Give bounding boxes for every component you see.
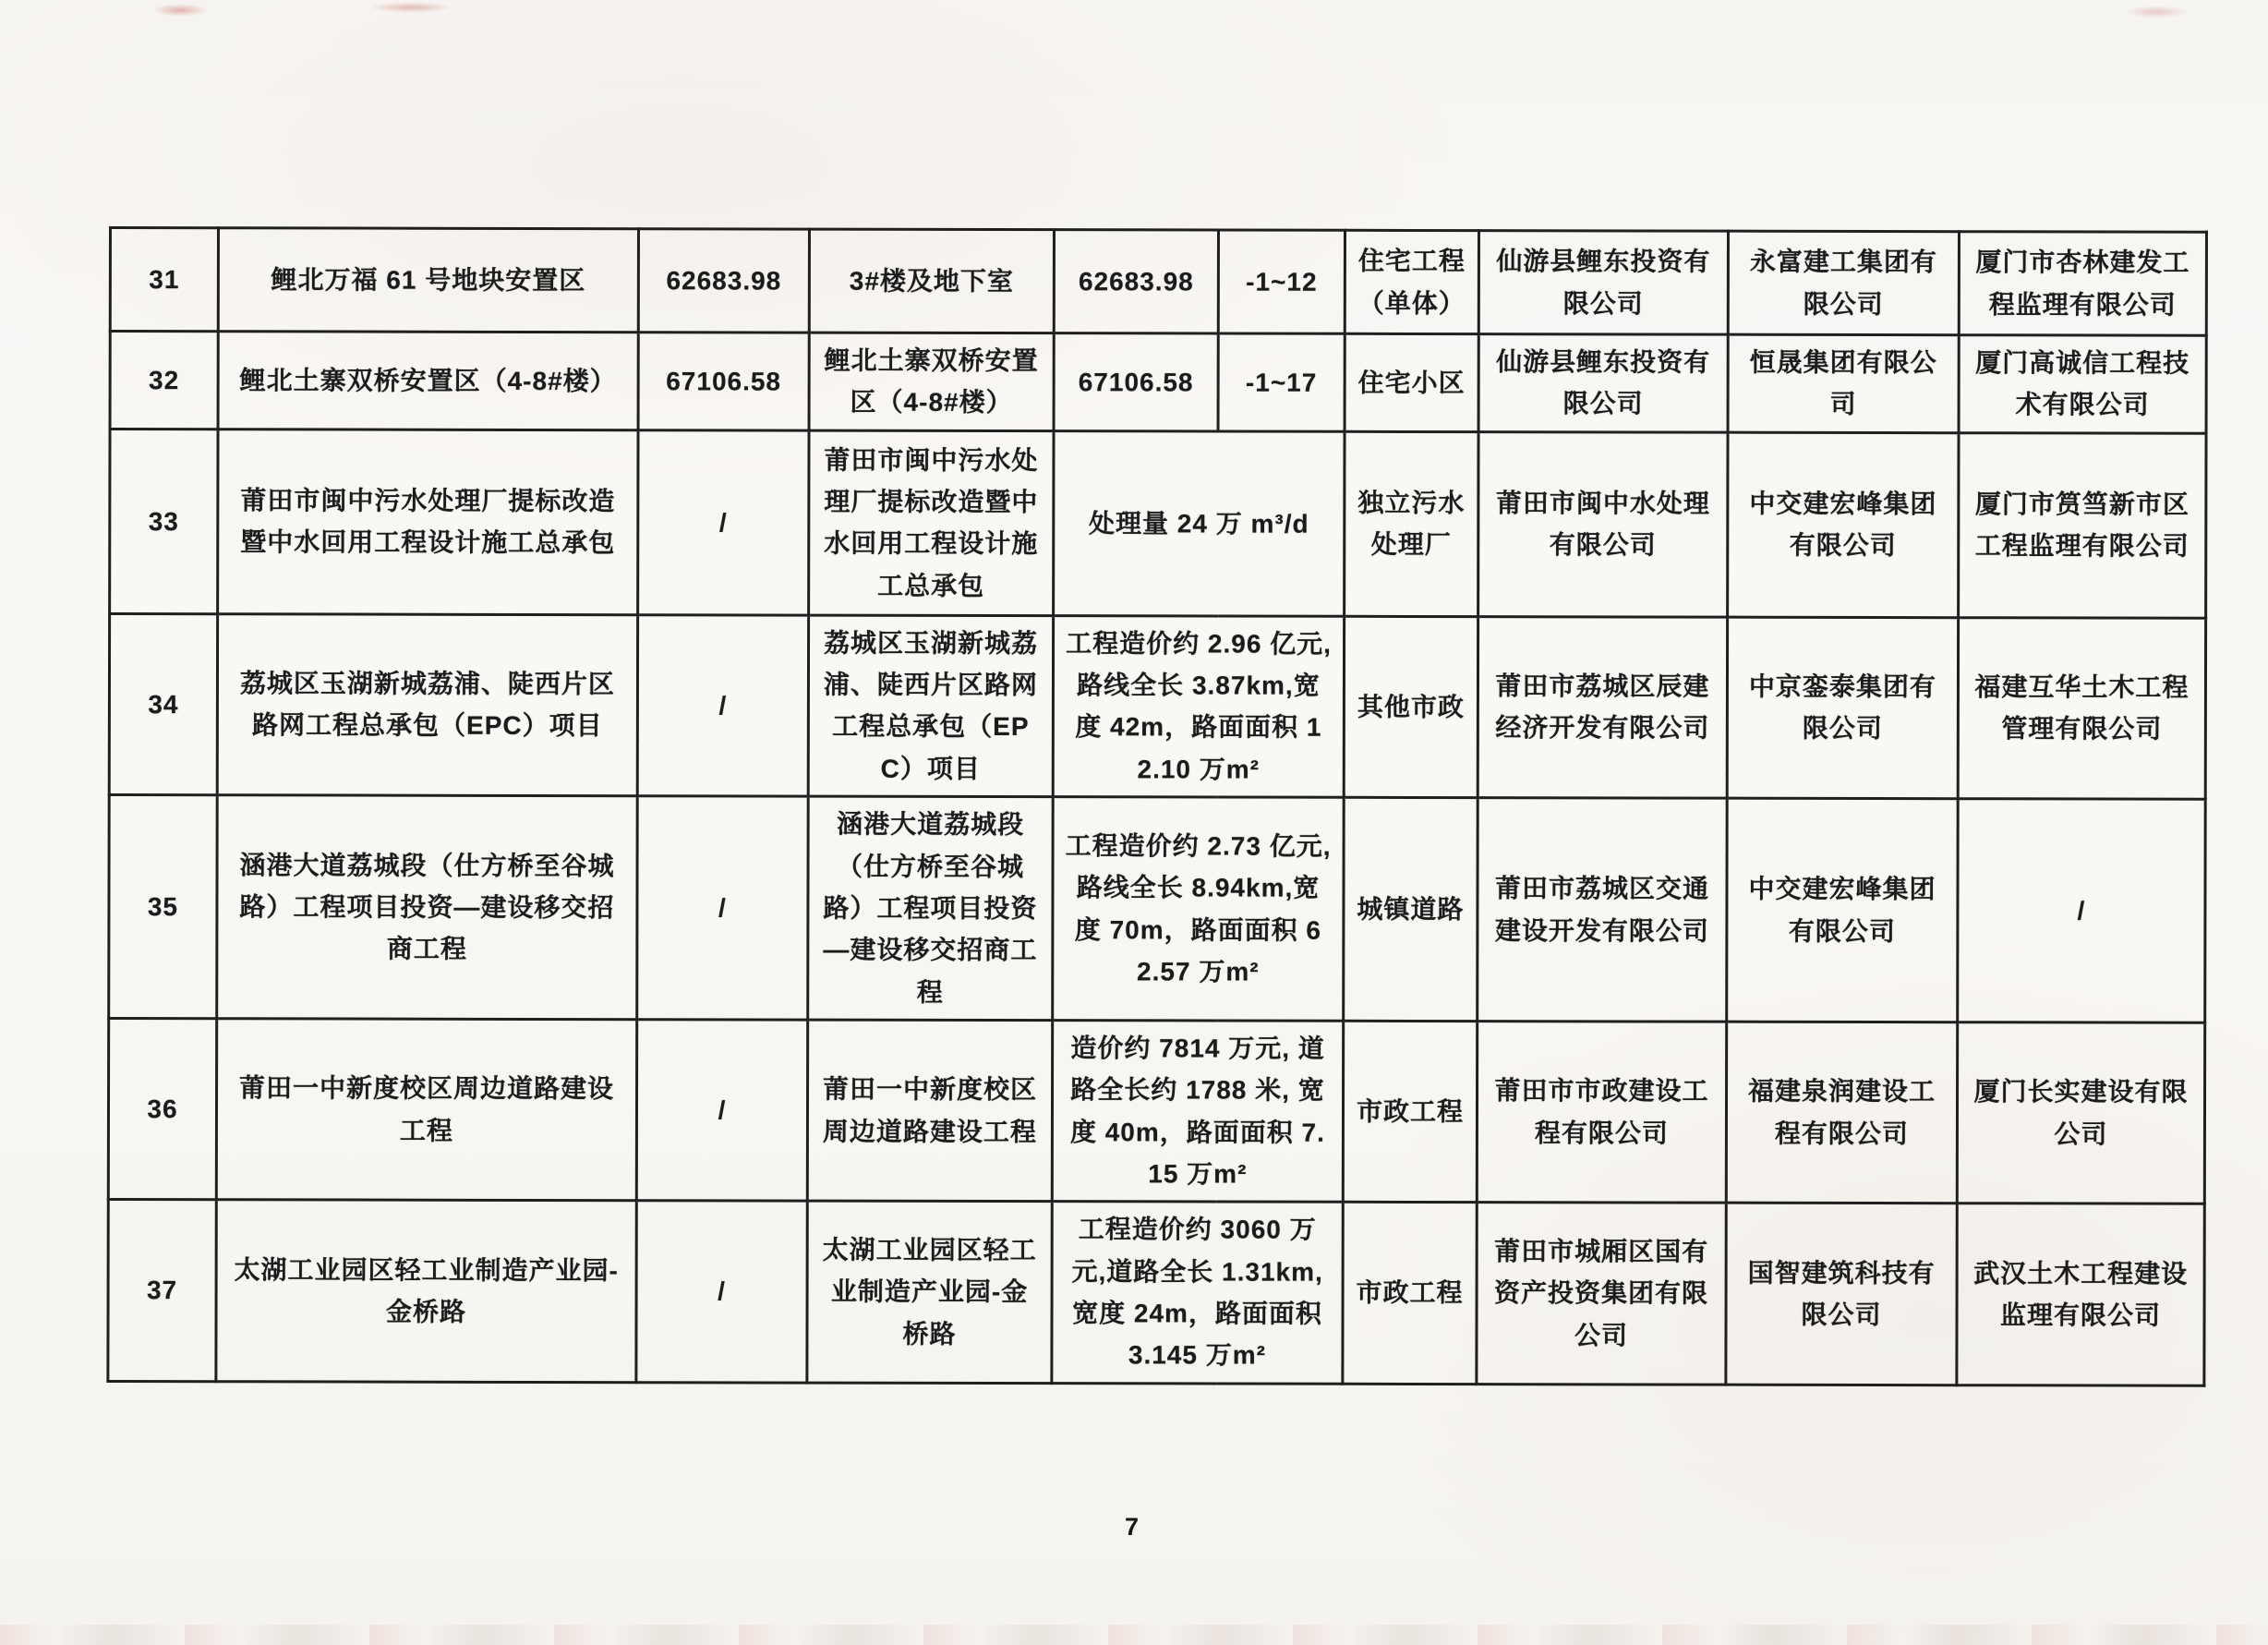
page-number: 7	[1125, 1513, 1140, 1541]
cell-row-number: 35	[109, 795, 218, 1019]
table-row	[110, 429, 2206, 618]
cell-contractor-company: 国智建筑科技有限公司	[1726, 1204, 1957, 1385]
cell-project-type: 住宅工程（单体）	[1345, 230, 1478, 333]
cell-scale: 工程造价约 2.96 亿元,路线全长 3.87km,宽度 42m，路面面积 12.10 万m²	[1053, 615, 1344, 797]
cell-row-number: 37	[108, 1200, 216, 1382]
cell-row-number: 36	[108, 1018, 216, 1200]
cell-owner-company: 莆田市荔城区交通建设开发有限公司	[1478, 798, 1728, 1022]
cell-project-name: 莆田一中新度校区周边道路建设工程	[216, 1019, 636, 1201]
table-row	[108, 1200, 2204, 1385]
cell-subproject-name: 莆田市闽中污水处理厂提标改造暨中水回用工程设计施工总承包	[809, 430, 1054, 616]
cell-project-type: 市政工程	[1343, 1021, 1477, 1203]
scan-smudge	[152, 4, 208, 17]
scan-smudge	[0, 1625, 2268, 1645]
cell-supervisor-company: 厦门市筼筜新市区工程监理有限公司	[1959, 432, 2206, 618]
cell-subproject-name: 太湖工业园区轻工业制造产业园-金桥路	[807, 1201, 1052, 1383]
cell-area: 62683.98	[638, 229, 809, 333]
cell-scale: 62683.98	[1054, 230, 1218, 333]
projects-table	[106, 226, 2208, 1387]
cell-project-type: 其他市政	[1344, 616, 1478, 798]
cell-supervisor-company: 厦门长实建设有限公司	[1957, 1022, 2204, 1204]
cell-owner-company: 仙游县鲤东投资有限公司	[1478, 231, 1728, 335]
cell-supervisor-company: /	[1958, 799, 2206, 1022]
scan-smudge	[369, 2, 452, 13]
cell-owner-company: 莆田市城厢区国有资产投资集团有限公司	[1477, 1203, 1726, 1385]
cell-scale: 工程造价约 3060 万元,道路全长 1.31km, 宽度 24m，路面面积 3.145 万m²	[1052, 1202, 1343, 1384]
cell-area: /	[637, 796, 809, 1020]
table-row	[109, 795, 2206, 1023]
cell-subproject-name: 荔城区玉湖新城荔浦、陡西片区路网工程总承包（EPC）项目	[808, 615, 1053, 797]
cell-project-name: 荔城区玉湖新城荔浦、陡西片区路网工程总承包（EPC）项目	[217, 613, 637, 795]
cell-project-name: 鲤北万福 61 号地块安置区	[218, 228, 638, 333]
cell-row-number: 31	[110, 228, 218, 332]
cell-owner-company: 莆田市荔城区辰建经济开发有限公司	[1478, 616, 1727, 798]
cell-area: 67106.58	[638, 333, 809, 430]
cell-project-name: 莆田市闽中污水处理厂提标改造暨中水回用工程设计施工总承包	[218, 429, 638, 614]
cell-row-number: 34	[109, 613, 217, 795]
cell-row-number: 32	[110, 332, 218, 429]
table-row	[109, 613, 2205, 799]
cell-subproject-name: 3#楼及地下室	[809, 229, 1054, 333]
projects-table-wrapper	[106, 226, 2208, 1387]
cell-supervisor-company: 厦门市杏林建发工程监理有限公司	[1959, 232, 2206, 336]
cell-contractor-company: 永富建工集团有限公司	[1728, 231, 1959, 335]
cell-project-type: 独立污水处理厂	[1345, 431, 1478, 616]
cell-project-type: 住宅小区	[1345, 333, 1478, 431]
cell-area: /	[636, 1201, 807, 1383]
cell-scale: 处理量 24 万 m³/d	[1054, 430, 1345, 616]
cell-subproject-name: 鲤北土寨双桥安置区（4-8#楼）	[809, 333, 1054, 430]
cell-contractor-company: 中京銮泰集团有限公司	[1727, 617, 1958, 799]
cell-supervisor-company: 武汉土木工程建设监理有限公司	[1957, 1204, 2204, 1385]
cell-supervisor-company: 厦门高诚信工程技术有限公司	[1959, 335, 2206, 433]
scan-smudge	[2124, 6, 2189, 18]
cell-contractor-company: 恒晟集团有限公司	[1728, 334, 1959, 432]
cell-project-name: 鲤北土寨双桥安置区（4-8#楼）	[218, 332, 638, 430]
cell-owner-company: 仙游县鲤东投资有限公司	[1478, 334, 1728, 432]
cell-project-name: 太湖工业园区轻工业制造产业园-金桥路	[216, 1200, 636, 1382]
cell-subproject-name: 莆田一中新度校区周边道路建设工程	[807, 1020, 1052, 1202]
cell-contractor-company: 中交建宏峰集团有限公司	[1728, 432, 1959, 618]
table-row	[108, 1018, 2204, 1204]
cell-floors: -1~12	[1218, 230, 1345, 333]
cell-row-number: 33	[110, 429, 218, 613]
cell-scale: 工程造价约 2.73 亿元,路线全长 8.94km,宽度 70m，路面面积 62.57 万m²	[1053, 797, 1345, 1021]
cell-contractor-company: 中交建宏峰集团有限公司	[1727, 798, 1959, 1022]
cell-area: /	[638, 429, 809, 614]
cell-project-type: 市政工程	[1343, 1203, 1477, 1385]
cell-scale: 造价约 7814 万元, 道路全长约 1788 米, 宽度 40m，路面面积 7.15 万m²	[1052, 1021, 1343, 1203]
cell-owner-company: 莆田市市政建设工程有限公司	[1477, 1022, 1726, 1204]
cell-subproject-name: 涵港大道荔城段（仕方桥至谷城路）工程项目投资—建设移交招商工程	[808, 796, 1054, 1020]
cell-supervisor-company: 福建互华土木工程管理有限公司	[1958, 617, 2205, 799]
cell-area: /	[637, 614, 808, 796]
cell-area: /	[636, 1020, 807, 1202]
cell-project-type: 城镇道路	[1344, 797, 1478, 1021]
cell-owner-company: 莆田市闽中水处理有限公司	[1478, 431, 1728, 617]
cell-project-name: 涵港大道荔城段（仕方桥至谷城路）工程项目投资—建设移交招商工程	[217, 795, 638, 1020]
cell-contractor-company: 福建泉润建设工程有限公司	[1726, 1022, 1957, 1204]
cell-scale: 67106.58	[1054, 333, 1218, 431]
cell-floors: -1~17	[1218, 333, 1345, 431]
table-row	[110, 332, 2206, 433]
table-row	[110, 228, 2206, 336]
